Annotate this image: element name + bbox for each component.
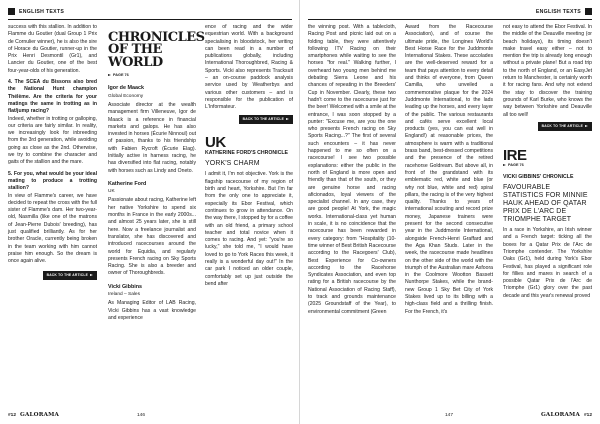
chronicles-title: CHRONICLES OF THE WORLD bbox=[108, 30, 205, 70]
page-ref-link[interactable] bbox=[503, 162, 592, 169]
col6-article: In a race in Yorkshire, an Irish winner and a French target: ticking all the boxes for a Qatar Prix de l'Arc de Triomphe contender. The Yorkshire Oaks (Gr1), held during York's Ebor Festival, has played a significant role for fillies and mares in search of a possible Qatar Prix de l'Arc de Triomphe (Gr1) glory over the past decade and this year's renewal proved bbox=[503, 227, 592, 299]
column-5 bbox=[405, 24, 493, 316]
back-label: BACK TO THE ARTICLE bbox=[541, 123, 583, 128]
arrow-right-icon bbox=[90, 274, 93, 276]
right-page-header bbox=[536, 8, 592, 15]
edition-number: #12 bbox=[8, 412, 17, 418]
back-label: BACK TO THE ARTICLE bbox=[46, 272, 88, 277]
author-role-katherine: UK bbox=[108, 189, 115, 195]
col3-article: I admit it, I'm not objective. York is the flagship racecourse of my region of birth and heart, Yorkshire. But I'm far from the only one to appreciate it, especially its Ebor Festival, which continues to grow in attendance. On the way there, I stopped by for a coffee with an old friend, a primary school teacher and total novice when it comes to racing. And yet: "you're so lucky," she told me, "I would have loved to go to York Races this week, it really is a wonderful day out!" In the car park I noticed an older couple, comfortably set up just outside the bend after bbox=[205, 171, 293, 287]
column-2 bbox=[108, 24, 205, 322]
author-bio-katherine: Passionate about racing, Katherine left her native Yorkshire to spend six months in France in the early 2000s... and almost 25 years later, she is still here. Now a freelance journalist and translator, she has discovered and introduced racecourses around the world for Equidia, and regularly presents French racing on Sky Sports Racing. She is also a breeder and owner of Thoroughbreds. bbox=[108, 197, 196, 277]
triangle-icon bbox=[108, 74, 111, 76]
col6-paragraph: not easy to attend the Ebor Festival. In the middle of the Deauville meeting (or beach holidays), its timing doesn't make travel easy either – not to mention the trip is already long enough without a private plane! But a road trip to the north of England, or an EasyJet return to Manchester, is certainly worth it for racing fans. And why not extend the stay to discover the training grounds of Karl Burke, who knows the way between Yorkshire and Deauville all too well! bbox=[503, 24, 592, 118]
left-header-label: ENGLISH TEXTS bbox=[19, 8, 65, 15]
magazine-brand: GALORAMA bbox=[540, 412, 580, 418]
author-role-igor: Global Economy bbox=[108, 93, 144, 99]
answer-5: In view of Flamme's career, we have decided to repeat the cross with the full sister of Flamme's dam. Her two-year-old, Nasmilla (like one of the matrons of Jean-Pierre Dubois' breeding), has just qualified brilliantly. As for her brother Oracle, currently being broken in the team working with him cannot praise him enough. So the dream is once again alive. bbox=[8, 192, 97, 265]
column-4 bbox=[308, 24, 396, 316]
author-name-igor: Igor de Maack bbox=[108, 85, 144, 92]
col3-paragraph: ence of racing and the wider equestrian world. With a background specialising in bloodstock, her writing can been read in a number of publications globally, including International Thoroughbred, Racing & Sports. Vicki also represents Tracksuit – an on-course paddock analysis service used by Weatherbys and various other customers – and is responsible for the publication of L'Informateur. bbox=[205, 24, 293, 111]
col5-paragraph: Award from the Racecourse Association), and of course the ultimate pride, the Longines World's Best Horse Race for the Juddmonte International Stakes. These accolades are the well-deserved reward for a team that pays attention to every detail and thinks of everyone, from Queen Camilla, who unveiled a commemorative plaque for the 2024 Juddmonte International, to the lads leading up the horses, and every layer of the public. The various restaurants and cafés serve excellent local products (yes, you can eat well in England!) at reasonable prices, the atmosphere is warm with a traditional brass band, best-dressed competitions and the presence of the retired racehorse Goldream. But above all, in front of the grandstand with its emblematic red, white and blue (or why not blue, white and red) spiral pillars, the racing is of the very highest quality. Thanks to years of international scouting and record prize money, Japanese trainers were present for the second consecutive year in the Juddmonte International, alongside French-Henri Graffard and the Aga Khan Studs. Later in the week, the racecourse made headlines on the other side of the world with the triumph of the Australian mare Asfoora in the Coolmore Wootton Bassett Nunthorpe Stakes, while the brand-new Group 1 Sky Bet City of York Stakes lived up to its billing with a high-class field and a thrilling finish. For the French, it's bbox=[405, 24, 493, 315]
arrow-right-icon bbox=[585, 125, 588, 127]
right-footer bbox=[541, 412, 592, 418]
page-number: 146 bbox=[137, 413, 146, 418]
page-number: 147 bbox=[445, 413, 454, 418]
back-label: BACK TO THE ARTICLE bbox=[242, 116, 284, 121]
left-footer bbox=[8, 412, 59, 418]
answer-4: Indeed, whether in trotting or galloping, our criteria are fairly similar. In reality, we increasingly look for inbreeding from the 3rd generation, while avoiding going as close as the 2nd. Otherwise, we try to combine the character and gaits of the stallion and the mare. bbox=[8, 115, 97, 166]
back-to-article-button[interactable] bbox=[239, 115, 293, 124]
magazine-brand: GALORAMA bbox=[20, 412, 60, 418]
page-ref-label: PAGE 76 bbox=[508, 163, 524, 168]
page-ref-link[interactable] bbox=[108, 72, 196, 79]
column-3 bbox=[205, 24, 293, 288]
chronicle-heading-katherine: KATHERINE FORD'S CHRONICLE bbox=[205, 150, 288, 157]
country-heading-ire: IRE bbox=[503, 147, 527, 165]
page-ref-label: PAGE 76 bbox=[113, 73, 129, 78]
arrow-right-icon bbox=[286, 118, 289, 120]
column-1 bbox=[8, 24, 97, 283]
col1-paragraph: success with this stallion. In addition to Flamme du Goutier (dual Group 1 Prix de Cornulier winner), he is also the sire of Horace du Goutier, runner-up in the Prix Henri Desmontil (Gr1), and Lancier du Goutier, one of the best four-year-olds of his generation. bbox=[8, 24, 97, 74]
chronicle-subheading: FAVOURABLE STATISTICS FOR MINNIE HAUK AHEAD OF QATAR PRIX DE L'ARC DE TRIOMPHE TARGET bbox=[503, 184, 588, 224]
col4-paragraph: the winning post. With a tablecloth, Racing Post and picnic laid out on a folding table, they were attentively following ITV Racing on their smartphones while waiting to see the horses "for real." Walking further, I overheard two young men behind me debating Sierra Leone and his chances of repeating in the Breeders' Cup in November. Clearly, these two hadn't come to the racecourse just for the beer! Welcomed with a smile at the entrance, I was soon stopped by a punter: "Excuse me, are you the one who presents French racing on Sky Sports Racing...?" The first of several such encounters – it has never happened to me so often on a racecourse! I see two possible explanations: either the public in the north of England is more open and friendly than that of the south, or they are genuine horse and racing aficionados, loyal viewers of the specialist channel. In any case, they are good people! At York, the magic works. International-class yet human in scale, it is no coincidence that the racecourse has been rewarded in every category: from "Hospitality (10-time winner of Best British Racecourse according to the Racegoers' Club), Best Experience for Co-owners according to the Racehorse Syndicates Association, and even top rating for a British racecourse by the National Association of Racing Staff), to track and grounds maintenance (2025 Groundstaff of the Year), to environmental commitment (Green bbox=[308, 24, 396, 315]
author-bio-vicki: As Managing Editor of LAB Racing, Vicki Gibbins has a vast knowledge and experience bbox=[108, 300, 196, 321]
column-6 bbox=[503, 24, 592, 300]
back-to-article-button[interactable] bbox=[538, 122, 592, 131]
header-square-icon bbox=[585, 8, 592, 15]
left-header-rule bbox=[8, 19, 292, 20]
question-5: 5. For you, what would be your ideal mating to produce a trotting stallion? bbox=[8, 170, 97, 192]
country-heading-uk: UK bbox=[205, 133, 226, 151]
right-header-rule bbox=[308, 19, 592, 20]
author-bio-igor: Associate director at the wealth management firm Villeneuve, Igor de Maack is a reference in financial markets and galops. He has also invested in horses (Écurie Ninnoul) out of passion, thanks to his friendship with Fabien Rycroft (Écurie Elag). Initially active in harness racing, he has diversified into flat racing, notably with horses such as Lindy and Oneto. bbox=[108, 101, 196, 174]
triangle-icon bbox=[503, 164, 506, 166]
right-header-label: ENGLISH TEXTS bbox=[535, 8, 581, 15]
right-page-number-wrap bbox=[445, 413, 453, 418]
chronicle-heading-vicki: VICKI GIBBINS' CHRONICLE bbox=[503, 173, 574, 180]
author-name-katherine: Katherine Ford bbox=[108, 180, 147, 187]
right-page bbox=[300, 0, 600, 424]
header-square-icon bbox=[8, 8, 15, 15]
left-page-header bbox=[8, 8, 64, 15]
author-role-vicki: Ireland – Sales bbox=[108, 292, 140, 298]
chronicle-subheading: YORK'S CHARM bbox=[205, 160, 260, 168]
question-4: 4. The SCEA du Bissons also bred the National Hunt champion Thélème. Are the criteria for your matings the same in trotting as in flat/jump racing? bbox=[8, 79, 97, 115]
left-page-number-wrap bbox=[137, 413, 145, 418]
edition-number: #12 bbox=[583, 412, 592, 418]
back-to-article-button[interactable] bbox=[43, 271, 97, 280]
author-name-vicki: Vicki Gibbins bbox=[108, 283, 143, 290]
